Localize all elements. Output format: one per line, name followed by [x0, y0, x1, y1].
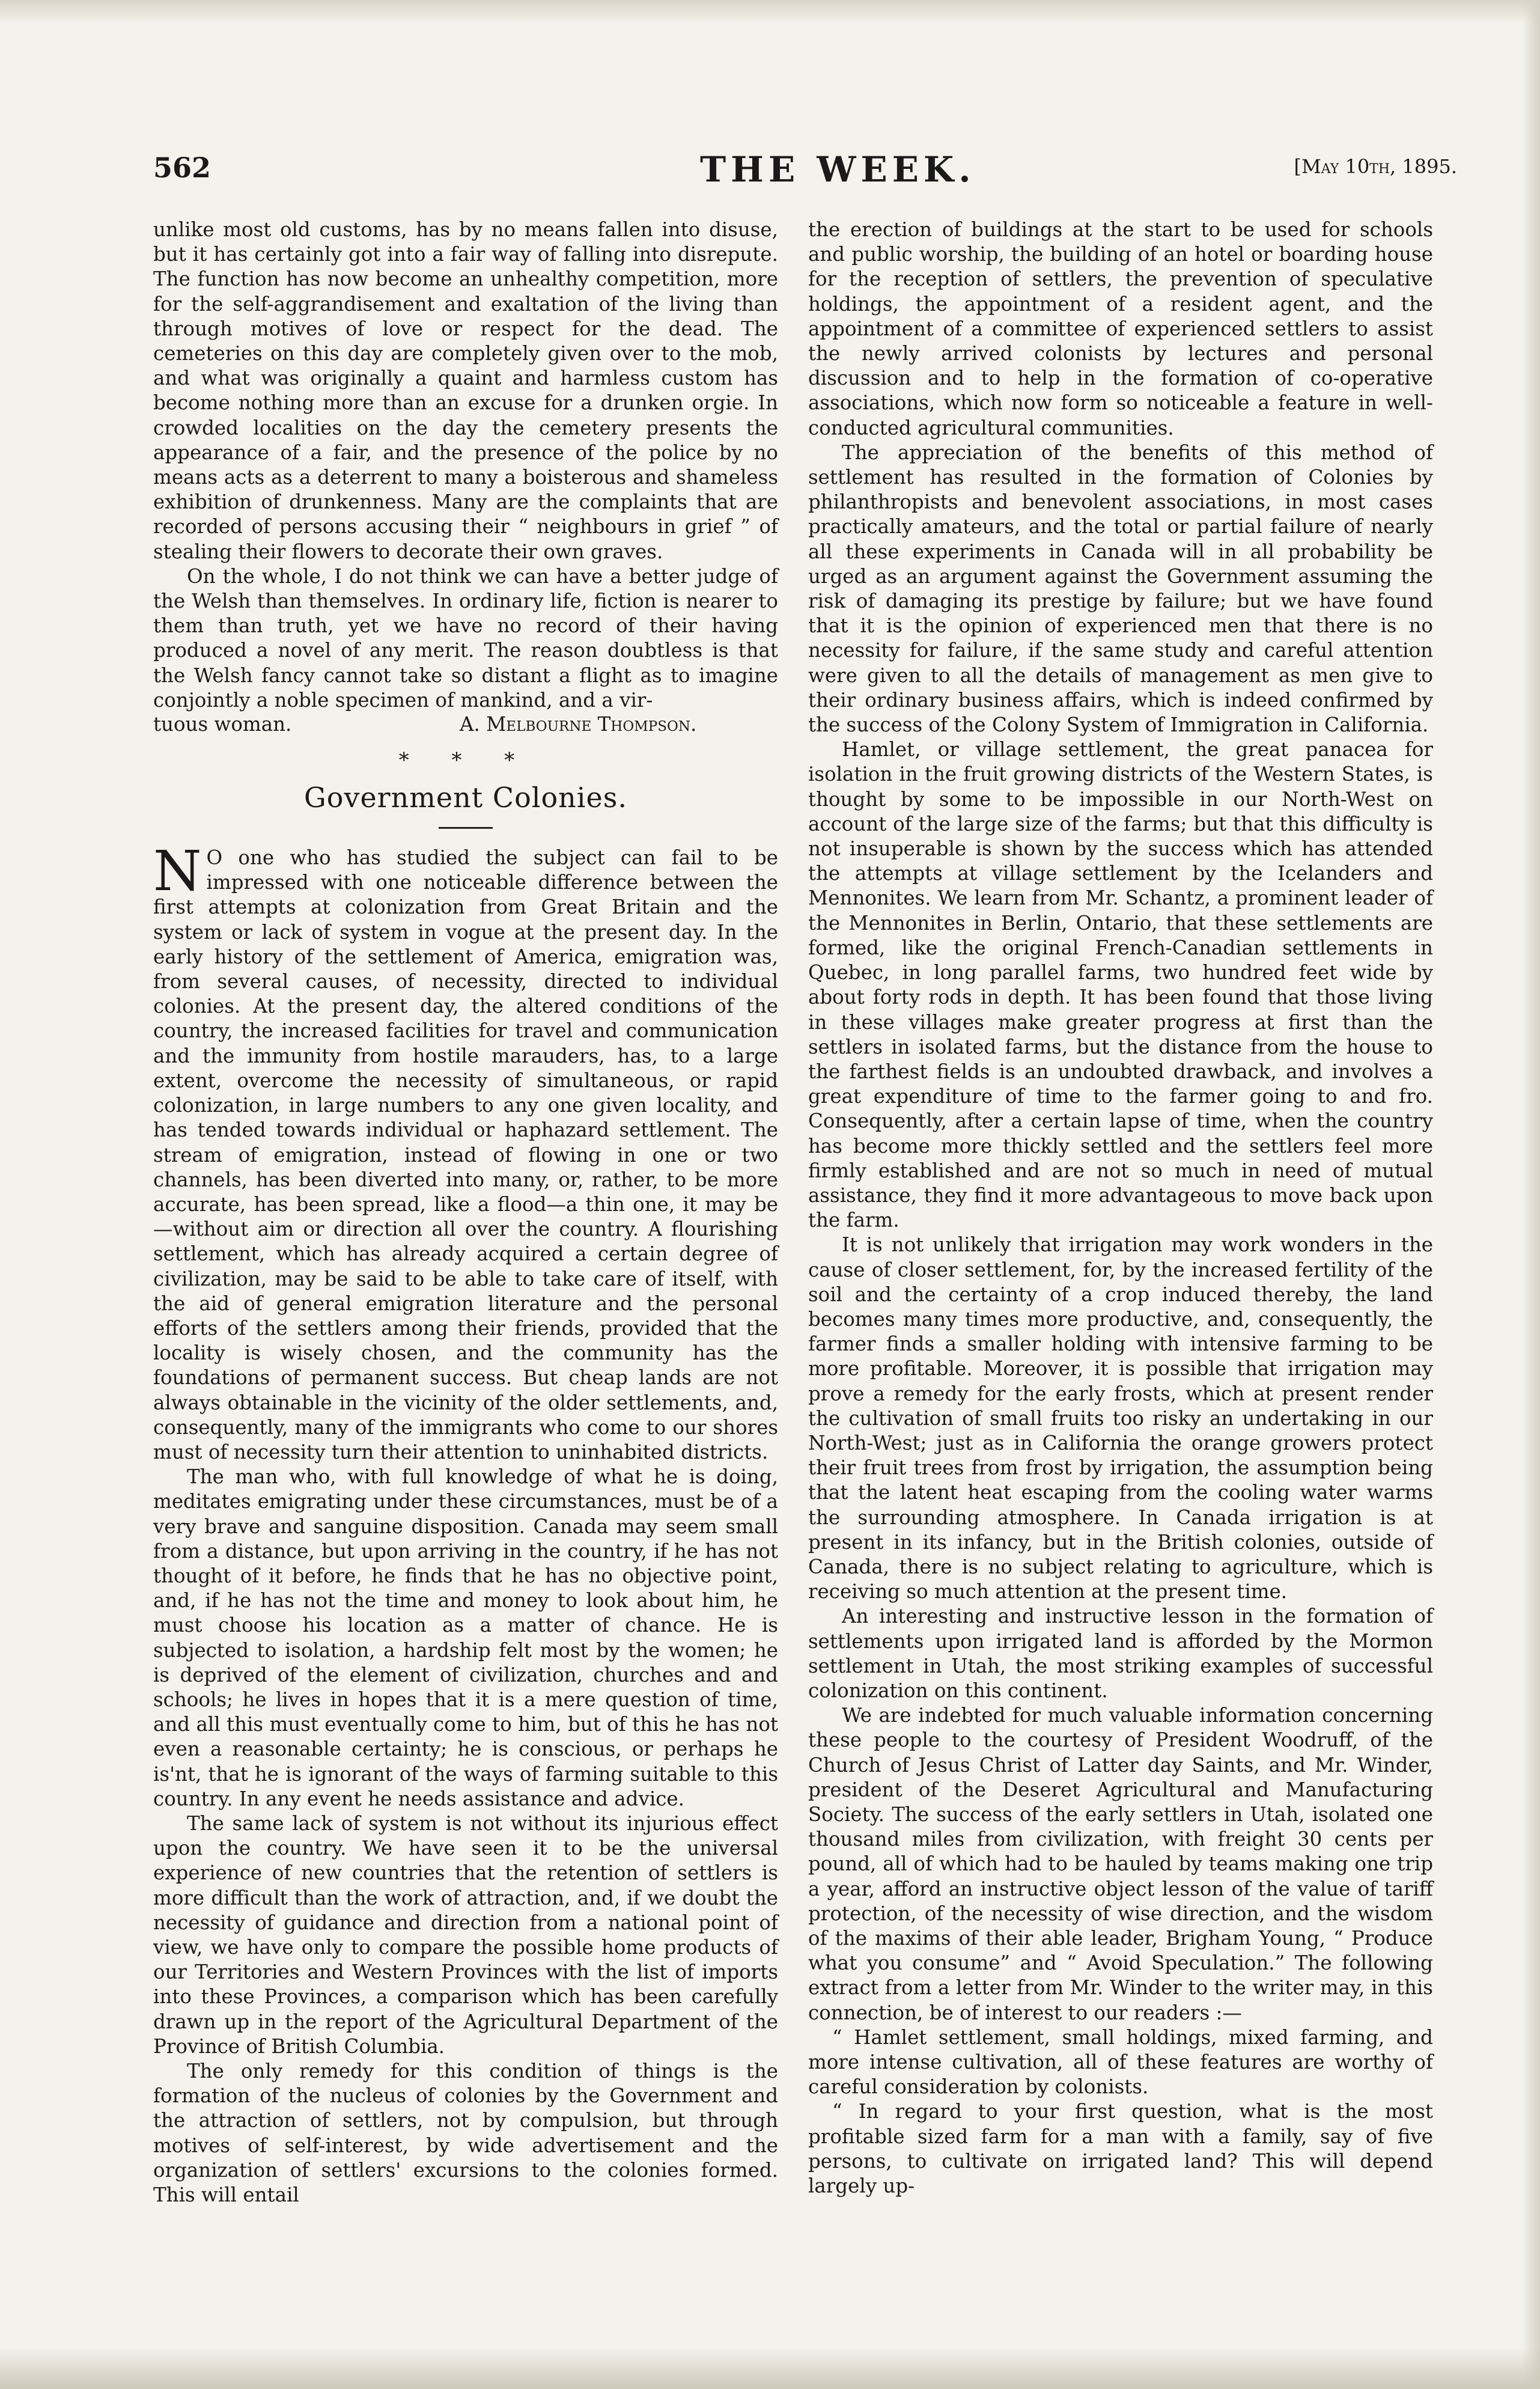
previous-article-closing: On the whole, I do not think we can have a better judge of the Welsh than themselves. In ordinary life, fiction is nearer to them than truth, yet we have no record of their having produced a novel of any merit. The reason doubtless is that the Welsh fancy cannot take so distant a flight as to imagine conjointly a noble specimen of mankind, and a vir- — [153, 564, 778, 712]
article-paragraph-2: The man who, with full knowledge of what he is doing, meditates emigrating under these circumstances, must be of a very brave and sanguine disposition. Canada may seem small from a distance, but upon arriving in the country, if he has not thought of it before, he finds that he has no objective point, and, if he has not the time and money to look about him, he must choose his location as a matter of chance. He is subjected to isolation, a hardship felt most by the women; he is deprived of the element of civilization, churches and and schools; he lives in hopes that it is a mere question of time, and all this must eventually come to him, but of this he has not even a reasonable certainty; he is conscious, or perhaps he is'nt, that he is ignorant of the ways of farming suitable to this country. In any event he needs assistance and advice. — [153, 1465, 778, 1810]
article-paragraph-8: An interesting and instructive lesson in the formation of settlements upon irrigated land is afforded by the Mormon settlement in Utah, the most striking examples of successful colonization on this continent. — [808, 1605, 1433, 1702]
left-column — [153, 218, 778, 2207]
page-number: 562 — [153, 151, 212, 184]
letter-quote-1: “ Hamlet settlement, small holdings, mixed farming, and more intense cultivation, all of these features are worthy of careful consideration by colonists. — [808, 2025, 1433, 2099]
article-paragraph-1: O one who has studied the subject can fail to be impressed with one noticeable difference between the first attempts at colonization from Great Britain and the system or lack of system in vogue at the present day. In the early history of the settlement of America, emigration was, from several causes, of necessity, directed to individual colonies. At the present day, the altered conditions of the country, the increased facilities for travel and communication and the immunity from hostile marauders, has, to a large extent, overcome the necessity of simultaneous, or rapid colonization, in large numbers to any one given locality, and has tended towards individual or haphazard settlement. The stream of emigration, instead of flowing in one or two channels, has been diverted into many, or, rather, to be more accurate, has been spread, like a flood—a thin one, it may be—without aim or direction all over the country. A flourishing settlement, which has already acquired a certain degree of civilization, may be said to be able to take care of itself, with the aid of general emigration literature and the personal efforts of the settlers among their friends, provided that the locality is wisely chosen, and the community has the foundations of permanent success. But cheap lands are not always obtainable in the vicinity of the older settlements, and, consequently, many of the immigrants who come to our shores must of necessity turn their attention to uninhabited districts. — [153, 846, 778, 1463]
closing-end: tuous woman. — [153, 713, 292, 736]
issue-date: [May 10th, 1895. — [1294, 155, 1457, 178]
article-title: Government Colonies. — [304, 781, 627, 814]
right-column — [808, 218, 1433, 2198]
section-divider: * * * — [398, 748, 533, 773]
letter-quote-2: “ In regard to your first question, what is the most profitable sized farm for a man with a family, say of five persons, to cultivate on irrigated land? This will depend largely up- — [808, 2100, 1433, 2198]
article-continuation: the erection of buildings at the start to be used for schools and public worship, the building of an hotel or boarding house for the reception of settlers, the prevention of speculative holdings, the appointment of a resident agent, and the appointment of a committee of experienced settlers to assist the newly arrived colonists by lectures and personal discussion and to help in the formation of co-operative associations, which now form so noticeable a feature in well-conducted agricultural communities. — [808, 218, 1433, 439]
article-paragraph-6: Hamlet, or village settlement, the great panacea for isolation in the fruit growing districts of the Western States, is thought by some to be impossible in our North-West on account of the large size of the farms; but that this difficulty is not insuperable is shown by the success which has attended the attempts at village settlement by the Icelanders and Mennonites. We learn from Mr. Schantz, a prominent leader of the Mennonites in Berlin, Ontario, that these settlements are formed, like the original French-Canadian settlements in Quebec, in long parallel farms, two hundred feet wide by about forty rods in depth. It has been found that those living in these villages make greater progress at first than the settlers in isolated farms, but the distance from the house to the farthest fields is an undoubted drawback, and involves a great expenditure of time to the farmer going to and fro. Consequently, after a certain lapse of time, when the country has become more thickly settled and the settlers feel more firmly established and are not so much in need of mutual assistance, they find it more advantageous to move back upon the farm. — [808, 738, 1433, 1232]
article-paragraph-7: It is not unlikely that irrigation may work wonders in the cause of closer settlement, for, by the increased fertility of the soil and the certainty of a crop induced thereby, the land becomes many times more productive, and, consequently, the farmer finds a smaller holding with intensive farming to be more profitable. Moreover, it is possible that irrigation may prove a remedy for the early frosts, which at present render the cultivation of small fruits too risky an undertaking in our North-West; just as in California the orange growers protect their fruit trees from frost by irrigation, the assumption being that the latent heat escaping from the cooling water warms the surrounding atmosphere. In Canada irrigation is at present in its infancy, but in the British colonies, outside of Canada, there is no subject relating to agriculture, which is receiving so much attention at the present time. — [808, 1233, 1433, 1603]
previous-article-continuation: unlike most old customs, has by no means fallen into disuse, but it has certainly got into a fair way of falling into disrepute. The function has now become an unhealthy competition, more for the self-aggrandisement and exaltation of the living than through motives of love or respect for the dead. The cemeteries on this day are completely given over to the mob, and what was originally a quaint and harmless custom has become nothing more than an excuse for a drunken orgie. In crowded localities on the day the cemetery presents the appearance of a fair, and the presence of the police by no means acts as a deterrent to many a boisterous and shameless exhibition of drunkenness. Many are the complaints that are recorded of persons accusing their “ neighbours in grief ” of stealing their flowers to decorate their own graves. — [153, 218, 778, 563]
journal-title: THE WEEK. — [700, 149, 976, 190]
author-signature — [153, 713, 778, 738]
article-paragraph-4: The only remedy for this condition of things is the formation of the nucleus of colonies by the Government and the attraction of settlers, not by compulsion, but through motives of self-interest, by wide advertisement and the organization of settlers' excursions to the colonies formed. This will entail — [153, 2060, 778, 2207]
article-paragraph-5: The appreciation of the benefits of this method of settlement has resulted in the formation of Colonies by philanthropists and benevolent associations, in most cases practically amateurs, and the total or partial failure of nearly all these experiments in Canada will in all probability be urged as an argument against the Government assuming the risk of damaging its prestige by failure; but we have found that it is the opinion of experienced men that there is no necessity for failure, if the same study and careful attention were given to all the details of management as men give to their ordinary business affairs, which is indeed confirmed by the success of the Colony System of Immigration in California. — [808, 441, 1433, 737]
author-name: A. Melbourne Thompson. — [460, 713, 697, 736]
page-header — [153, 151, 1463, 194]
page-edge-right — [1522, 0, 1540, 2389]
drop-cap: N — [153, 839, 202, 904]
page-edge-top — [0, 0, 1540, 24]
article-paragraph-9: We are indebted for much valuable information concerning these people to the courtesy of President Woodruff, of the Church of Jesus Christ of Latter day Saints, and Mr. Winder, president of the Deseret Agricultural and Manufacturing Society. The success of the early settlers in Utah, isolated one thousand miles from civilization, with freight 30 cents per pound, all of which had to be hauled by teams making one trip a year, afford an instructive object lesson of the value of tariff protection, of the necessity of wise direction, and the wisdom of the maxims of their able leader, Brigham Young, “ Produce what you consume” and “ Avoid Speculation.” The following extract from a letter from Mr. Winder to the writer may, in this connection, be of interest to our readers :— — [808, 1704, 1433, 2024]
article-paragraph-3: The same lack of system is not without its injurious effect upon the country. We have seen it to be the universal experience of new countries that the retention of settlers is more difficult than the work of attraction, and, if we doubt the necessity of guidance and direction from a national point of view, we have only to compare the possible home products of our Territories and Western Provinces with the list of imports into these Provinces, a comparison which has been carefully drawn up in the report of the Agricultural Department of the Province of British Columbia. — [153, 1811, 778, 2058]
page-edge-bottom — [0, 2347, 1540, 2389]
title-rule — [439, 827, 493, 829]
